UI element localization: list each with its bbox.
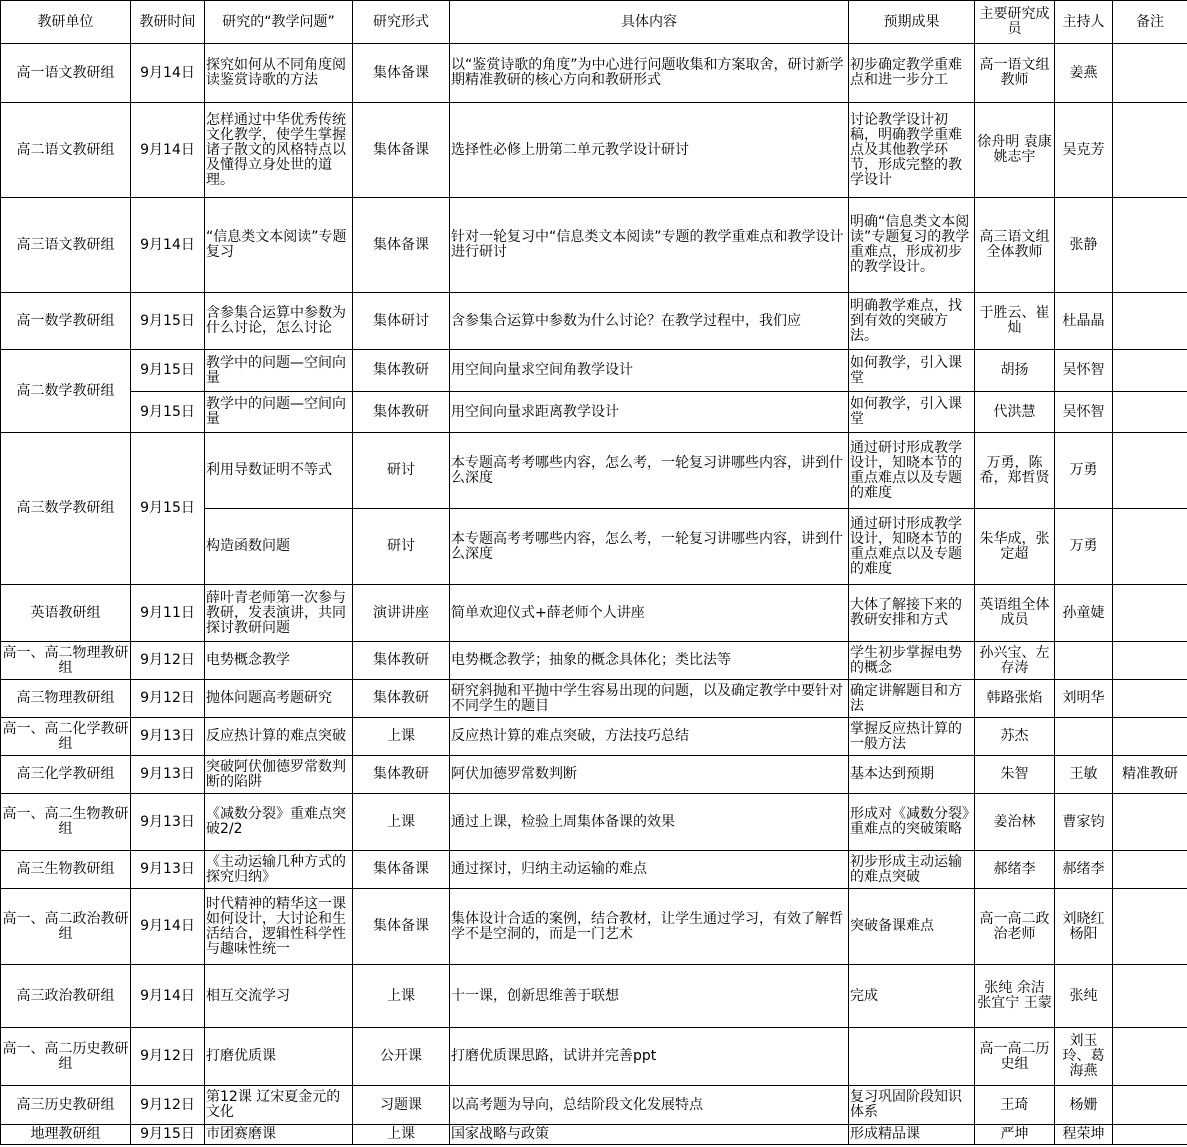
cell-result: 如何教学，引入课堂	[849, 392, 975, 433]
header-content: 具体内容	[450, 1, 849, 44]
cell-note	[1113, 433, 1187, 509]
table-row	[1, 642, 1187, 680]
cell-members: 万勇，陈希，郑哲贤	[975, 433, 1055, 509]
cell-problem: 怎样通过中华优秀传统文化教学，使学生掌握诸子散文的风格特点以及懂得立身处世的道理。	[205, 103, 353, 198]
cell-host	[1055, 642, 1113, 680]
cell-result: 通过研讨形成教学设计，知晓本节的重点难点以及专题的难度	[849, 433, 975, 509]
cell-problem: 构造函数问题	[205, 509, 353, 585]
cell-members: 苏杰	[975, 718, 1055, 756]
cell-host: 刘明华	[1055, 680, 1113, 718]
cell-time: 9月11日	[131, 585, 205, 642]
header-note: 备注	[1113, 1, 1187, 44]
cell-members: 孙兴宝、左存涛	[975, 642, 1055, 680]
cell-content: 国家战略与政策	[450, 1125, 849, 1145]
cell-content: 以高考题为导向，总结阶段文化发展特点	[450, 1086, 849, 1125]
cell-note	[1113, 1086, 1187, 1125]
cell-note	[1113, 509, 1187, 585]
cell-problem: 打磨优质课	[205, 1028, 353, 1086]
cell-members: 郝绪李	[975, 851, 1055, 889]
cell-time: 9月12日	[131, 642, 205, 680]
cell-result: 形成对《减数分裂》重难点的突破策略	[849, 794, 975, 851]
cell-problem: 相互交流学习	[205, 965, 353, 1028]
cell-content: 本专题高考考哪些内容，怎么考，一轮复习讲哪些内容，讲到什么深度	[450, 433, 849, 509]
cell-unit: 高三政治教研组	[1, 965, 131, 1028]
cell-unit: 高一、高二生物教研组	[1, 794, 131, 851]
cell-problem: 反应热计算的难点突破	[205, 718, 353, 756]
cell-content: 选择性必修上册第二单元教学设计研讨	[450, 103, 849, 198]
cell-time: 9月12日	[131, 1086, 205, 1125]
cell-host: 吴怀智	[1055, 392, 1113, 433]
cell-members: 韩路张焰	[975, 680, 1055, 718]
table-row	[1, 794, 1187, 851]
cell-time: 9月14日	[131, 103, 205, 198]
cell-content: 打磨优质课思路，试讲并完善ppt	[450, 1028, 849, 1086]
cell-problem: 薛叶青老师第一次参与教研，发表演讲，共同探讨教研问题	[205, 585, 353, 642]
cell-problem: 《主动运输几种方式的探究归纳》	[205, 851, 353, 889]
header-unit: 教研单位	[1, 1, 131, 44]
cell-members: 徐舟明 袁康 姚志宇	[975, 103, 1055, 198]
cell-content: 含参集合运算中参数为什么讨论？在教学过程中，我们应	[450, 293, 849, 350]
cell-form: 研讨	[353, 433, 450, 509]
cell-time: 9月14日	[131, 44, 205, 103]
cell-form: 集体备课	[353, 851, 450, 889]
cell-time: 9月15日	[131, 350, 205, 392]
cell-unit: 高三生物教研组	[1, 851, 131, 889]
cell-form: 演讲讲座	[353, 585, 450, 642]
table-row	[1, 889, 1187, 965]
cell-time: 9月13日	[131, 851, 205, 889]
cell-form: 集体备课	[353, 889, 450, 965]
cell-note	[1113, 585, 1187, 642]
cell-form: 上课	[353, 794, 450, 851]
cell-members: 王琦	[975, 1086, 1055, 1125]
cell-host: 万勇	[1055, 509, 1113, 585]
cell-note	[1113, 889, 1187, 965]
cell-result: 明确“信息类文本阅读”专题复习的教学重难点，形成初步的教学设计。	[849, 198, 975, 293]
table-row	[1, 1028, 1187, 1086]
cell-result: 掌握反应热计算的一般方法	[849, 718, 975, 756]
cell-host	[1055, 718, 1113, 756]
cell-result: 确定讲解题目和方法	[849, 680, 975, 718]
cell-problem: “信息类文本阅读”专题复习	[205, 198, 353, 293]
cell-result: 初步确定教学重难点和进一步分工	[849, 44, 975, 103]
table-row	[1, 293, 1187, 350]
cell-problem: 抛体问题高考题研究	[205, 680, 353, 718]
cell-form: 集体教研	[353, 756, 450, 794]
table-row	[1, 392, 1187, 433]
cell-content: 简单欢迎仪式+薛老师个人讲座	[450, 585, 849, 642]
cell-form: 集体教研	[353, 350, 450, 392]
cell-host: 程荣坤	[1055, 1125, 1113, 1145]
cell-unit: 高三化学教研组	[1, 756, 131, 794]
cell-content: 本专题高考考哪些内容，怎么考，一轮复习讲哪些内容，讲到什么深度	[450, 509, 849, 585]
cell-note	[1113, 851, 1187, 889]
cell-members: 张纯 余洁 张宜宁 王蒙	[975, 965, 1055, 1028]
cell-unit: 高一、高二化学教研组	[1, 718, 131, 756]
cell-time: 9月15日	[131, 433, 205, 585]
header-time: 教研时间	[131, 1, 205, 44]
cell-unit: 高一数学教研组	[1, 293, 131, 350]
header-members: 主要研究成员	[975, 1, 1055, 44]
cell-result: 完成	[849, 965, 975, 1028]
table-row	[1, 350, 1187, 392]
cell-members: 姜治林	[975, 794, 1055, 851]
cell-note	[1113, 44, 1187, 103]
cell-unit: 英语教研组	[1, 585, 131, 642]
cell-host: 孙童婕	[1055, 585, 1113, 642]
table-row	[1, 1086, 1187, 1125]
cell-note	[1113, 680, 1187, 718]
cell-problem: 突破阿伏伽德罗常数判断的陷阱	[205, 756, 353, 794]
cell-content: 针对一轮复习中“信息类文本阅读”专题的教学重难点和教学设计进行研讨	[450, 198, 849, 293]
cell-problem: 市团赛磨课	[205, 1125, 353, 1145]
table-row	[1, 756, 1187, 794]
cell-note: 精准教研	[1113, 756, 1187, 794]
cell-content: 反应热计算的难点突破，方法技巧总结	[450, 718, 849, 756]
table-row	[1, 718, 1187, 756]
cell-problem: 电势概念教学	[205, 642, 353, 680]
cell-unit: 高三数学教研组	[1, 433, 131, 585]
header-result: 预期成果	[849, 1, 975, 44]
cell-time: 9月12日	[131, 680, 205, 718]
cell-time: 9月12日	[131, 1028, 205, 1086]
header-row	[1, 1, 1187, 44]
table-row	[1, 680, 1187, 718]
cell-problem: 第12课 辽宋夏金元的文化	[205, 1086, 353, 1125]
cell-form: 集体教研	[353, 392, 450, 433]
cell-members: 英语组全体成员	[975, 585, 1055, 642]
cell-problem: 含参集合运算中参数为什么讨论，怎么讨论	[205, 293, 353, 350]
table-row	[1, 103, 1187, 198]
cell-members: 高三语文组全体教师	[975, 198, 1055, 293]
cell-members: 高一语文组教师	[975, 44, 1055, 103]
cell-host: 杜晶晶	[1055, 293, 1113, 350]
cell-content: 以“鉴赏诗歌的角度”为中心进行问题收集和方案取舍，研讨新学期精准教研的核心方向和教研形式	[450, 44, 849, 103]
cell-result: 明确教学难点，找到有效的突破方法。	[849, 293, 975, 350]
cell-members: 代洪慧	[975, 392, 1055, 433]
cell-note	[1113, 293, 1187, 350]
cell-result	[849, 1028, 975, 1086]
table-row	[1, 1125, 1187, 1145]
cell-note	[1113, 350, 1187, 392]
cell-note	[1113, 718, 1187, 756]
cell-unit: 高一语文教研组	[1, 44, 131, 103]
cell-unit: 高三语文教研组	[1, 198, 131, 293]
cell-note	[1113, 965, 1187, 1028]
cell-result: 基本达到预期	[849, 756, 975, 794]
cell-members: 高一高二历史组	[975, 1028, 1055, 1086]
cell-form: 集体教研	[353, 642, 450, 680]
table-row	[1, 44, 1187, 103]
cell-members: 朱华成，张定超	[975, 509, 1055, 585]
cell-form: 集体研讨	[353, 293, 450, 350]
cell-members: 严坤	[975, 1125, 1055, 1145]
cell-note	[1113, 198, 1187, 293]
cell-note	[1113, 1125, 1187, 1145]
cell-content: 用空间向量求空间角教学设计	[450, 350, 849, 392]
cell-members: 于胜云、崔灿	[975, 293, 1055, 350]
table-row	[1, 585, 1187, 642]
cell-content: 电势概念教学；抽象的概念具体化；类比法等	[450, 642, 849, 680]
cell-note	[1113, 642, 1187, 680]
cell-members: 高一高二政治老师	[975, 889, 1055, 965]
cell-members: 胡扬	[975, 350, 1055, 392]
cell-problem: 教学中的问题—空间向量	[205, 392, 353, 433]
cell-time: 9月14日	[131, 965, 205, 1028]
cell-note	[1113, 1028, 1187, 1086]
cell-form: 公开课	[353, 1028, 450, 1086]
cell-unit: 高二数学教研组	[1, 350, 131, 433]
cell-form: 集体备课	[353, 44, 450, 103]
cell-host: 张纯	[1055, 965, 1113, 1028]
cell-note	[1113, 392, 1187, 433]
cell-problem: 利用导数证明不等式	[205, 433, 353, 509]
cell-form: 上课	[353, 965, 450, 1028]
cell-time: 9月15日	[131, 392, 205, 433]
cell-unit: 高三物理教研组	[1, 680, 131, 718]
cell-content: 研究斜抛和平抛中学生容易出现的问题，以及确定教学中要针对不同学生的题目	[450, 680, 849, 718]
cell-unit: 高一、高二历史教研组	[1, 1028, 131, 1086]
cell-result: 通过研讨形成教学设计，知晓本节的重点难点以及专题的难度	[849, 509, 975, 585]
cell-host: 吴怀智	[1055, 350, 1113, 392]
cell-host: 王敏	[1055, 756, 1113, 794]
cell-content: 十一课，创新思维善于联想	[450, 965, 849, 1028]
table-row	[1, 433, 1187, 509]
cell-form: 研讨	[353, 509, 450, 585]
table-row	[1, 965, 1187, 1028]
cell-time: 9月13日	[131, 756, 205, 794]
cell-form: 习题课	[353, 1086, 450, 1125]
cell-result: 复习巩固阶段知识体系	[849, 1086, 975, 1125]
cell-time: 9月13日	[131, 718, 205, 756]
cell-host: 曹家钧	[1055, 794, 1113, 851]
cell-note	[1113, 794, 1187, 851]
cell-result: 形成精品课	[849, 1125, 975, 1145]
cell-host: 刘玉玲、葛海燕	[1055, 1028, 1113, 1086]
cell-unit: 高三历史教研组	[1, 1086, 131, 1125]
cell-host: 杨姗	[1055, 1086, 1113, 1125]
cell-result: 如何教学，引入课堂	[849, 350, 975, 392]
cell-members: 朱智	[975, 756, 1055, 794]
cell-time: 9月15日	[131, 293, 205, 350]
cell-host: 张静	[1055, 198, 1113, 293]
cell-problem: 时代精神的精华这一课如何设计，大讨论和生活结合，逻辑性科学性与趣味性统一	[205, 889, 353, 965]
cell-unit: 高一、高二政治教研组	[1, 889, 131, 965]
header-form: 研究形式	[353, 1, 450, 44]
cell-result: 大体了解接下来的教研安排和方式	[849, 585, 975, 642]
cell-form: 上课	[353, 1125, 450, 1145]
table-row	[1, 851, 1187, 889]
cell-form: 集体备课	[353, 198, 450, 293]
cell-content: 阿伏加德罗常数判断	[450, 756, 849, 794]
cell-form: 集体教研	[353, 680, 450, 718]
cell-content: 通过上课，检验上周集体备课的效果	[450, 794, 849, 851]
cell-unit: 地理教研组	[1, 1125, 131, 1145]
cell-host: 万勇	[1055, 433, 1113, 509]
cell-problem: 《减数分裂》重难点突破2/2	[205, 794, 353, 851]
cell-result: 突破备课难点	[849, 889, 975, 965]
cell-note	[1113, 103, 1187, 198]
cell-result: 讨论教学设计初稿，明确教学重难点及其他教学环节，形成完整的教学设计	[849, 103, 975, 198]
cell-time: 9月14日	[131, 889, 205, 965]
cell-problem: 探究如何从不同角度阅读鉴赏诗歌的方法	[205, 44, 353, 103]
table-row	[1, 198, 1187, 293]
cell-form: 集体备课	[353, 103, 450, 198]
cell-result: 学生初步掌握电势的概念	[849, 642, 975, 680]
cell-host: 姜燕	[1055, 44, 1113, 103]
cell-problem: 教学中的问题—空间向量	[205, 350, 353, 392]
cell-unit: 高二语文教研组	[1, 103, 131, 198]
cell-unit: 高一、高二物理教研组	[1, 642, 131, 680]
cell-time: 9月13日	[131, 794, 205, 851]
cell-content: 通过探讨，归纳主动运输的难点	[450, 851, 849, 889]
header-host: 主持人	[1055, 1, 1113, 44]
cell-time: 9月15日	[131, 1125, 205, 1145]
cell-content: 集体设计合适的案例，结合教材，让学生通过学习，有效了解哲学不是空洞的，而是一门艺术	[450, 889, 849, 965]
cell-form: 上课	[353, 718, 450, 756]
cell-host: 吴克芳	[1055, 103, 1113, 198]
cell-host: 刘晓红 杨阳	[1055, 889, 1113, 965]
cell-result: 初步形成主动运输的难点突破	[849, 851, 975, 889]
cell-content: 用空间向量求距离教学设计	[450, 392, 849, 433]
cell-host: 郝绪李	[1055, 851, 1113, 889]
cell-time: 9月14日	[131, 198, 205, 293]
header-problem: 研究的“教学问题”	[205, 1, 353, 44]
